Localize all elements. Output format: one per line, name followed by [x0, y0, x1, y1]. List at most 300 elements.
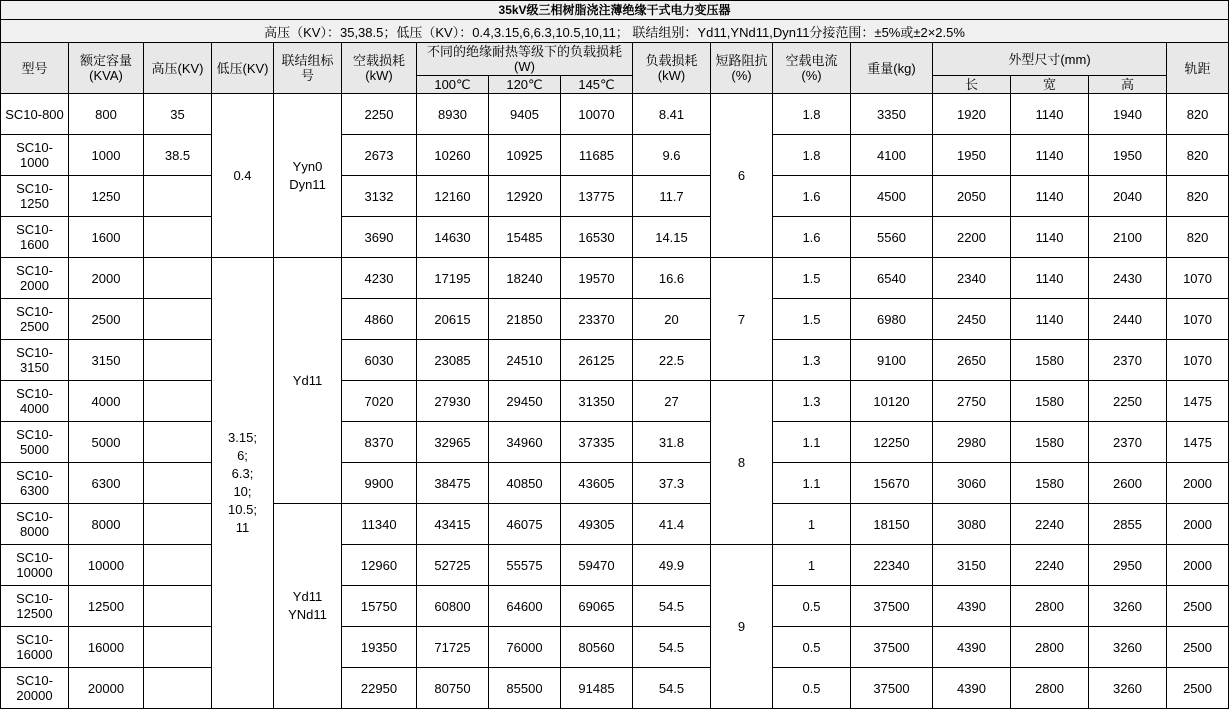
- header-rated-capacity-line1: 额定容量: [79, 53, 132, 68]
- model-line: SC10-: [16, 263, 53, 278]
- cell-load-loss-100c: 80750: [417, 668, 489, 709]
- cell-load-loss-145c: 37335: [561, 422, 633, 463]
- header-no-load-current-line2: (%): [801, 68, 822, 83]
- cell-no-load-current: 1.8: [773, 135, 851, 176]
- cell-hv: [144, 668, 212, 709]
- cell-rated-capacity: 20000: [69, 668, 144, 709]
- cell-dim-height: 2370: [1089, 340, 1167, 381]
- cell-weight: 15670: [851, 463, 933, 504]
- table-row: [1, 463, 1229, 504]
- cell-rated-capacity: 1600: [69, 217, 144, 258]
- cell-model: [1, 504, 69, 545]
- cell-track: 1070: [1167, 299, 1229, 340]
- connection-line: Dyn11: [289, 176, 326, 192]
- cell-rated-capacity: 2500: [69, 299, 144, 340]
- cell-load-loss-100c: 32965: [417, 422, 489, 463]
- header-load-loss-group: [417, 43, 633, 76]
- cell-load-loss-100c: 27930: [417, 381, 489, 422]
- cell-dim-length: 2340: [933, 258, 1011, 299]
- cell-load-loss: 37.3: [633, 463, 711, 504]
- cell-dim-length: 3150: [933, 545, 1011, 586]
- cell-connection: [274, 94, 342, 258]
- lv-line: 0.4: [233, 167, 252, 183]
- table-row: [1, 504, 1229, 545]
- table-row: [1, 627, 1229, 668]
- model-line: SC10-: [16, 140, 53, 155]
- cell-load-loss-100c: 10260: [417, 135, 489, 176]
- header-track: 轨距: [1167, 43, 1229, 94]
- cell-dim-width: 1140: [1011, 94, 1089, 135]
- cell-rated-capacity: 800: [69, 94, 144, 135]
- cell-weight: 37500: [851, 627, 933, 668]
- cell-model: [1, 545, 69, 586]
- model-line: SC10-: [16, 304, 53, 319]
- cell-dim-length: 2650: [933, 340, 1011, 381]
- connection-line: YNd11: [288, 607, 327, 622]
- cell-rated-capacity: 5000: [69, 422, 144, 463]
- cell-dim-width: 2240: [1011, 545, 1089, 586]
- lv-line: 6.3;: [231, 466, 254, 481]
- cell-dim-length: 4390: [933, 586, 1011, 627]
- cell-no-load-loss: 12960: [342, 545, 417, 586]
- cell-model: [1, 135, 69, 176]
- table-row: [1, 94, 1229, 135]
- header-connection: 联结组标号: [274, 43, 342, 94]
- cell-load-loss: 11.7: [633, 176, 711, 217]
- cell-load-loss-100c: 71725: [417, 627, 489, 668]
- cell-model: [1, 381, 69, 422]
- cell-lv: [212, 94, 274, 258]
- cell-no-load-loss: 15750: [342, 586, 417, 627]
- cell-dim-height: 2250: [1089, 381, 1167, 422]
- header-dimensions: 外型尺寸(mm): [933, 43, 1167, 76]
- cell-load-loss-145c: 91485: [561, 668, 633, 709]
- cell-hv: [144, 545, 212, 586]
- doc-title: 35kV级三相树脂浇注薄绝缘干式电力变压器: [1, 1, 1229, 20]
- cell-no-load-loss: 2673: [342, 135, 417, 176]
- cell-hv: [144, 463, 212, 504]
- cell-no-load-loss: 9900: [342, 463, 417, 504]
- cell-load-loss-120c: 76000: [489, 627, 561, 668]
- cell-load-loss-120c: 34960: [489, 422, 561, 463]
- cell-rated-capacity: 16000: [69, 627, 144, 668]
- header-model: 型号: [1, 43, 69, 94]
- cell-load-loss-100c: 8930: [417, 94, 489, 135]
- cell-load-loss: 54.5: [633, 627, 711, 668]
- table-row: [1, 176, 1229, 217]
- cell-track: 1070: [1167, 340, 1229, 381]
- cell-hv: [144, 422, 212, 463]
- cell-load-loss-145c: 31350: [561, 381, 633, 422]
- cell-rated-capacity: 1000: [69, 135, 144, 176]
- cell-rated-capacity: 8000: [69, 504, 144, 545]
- cell-impedance: 7: [711, 258, 773, 381]
- table-row: [1, 668, 1229, 709]
- doc-title-row: [1, 1, 1229, 20]
- cell-no-load-current: 1.1: [773, 463, 851, 504]
- cell-no-load-current: 1.6: [773, 217, 851, 258]
- cell-no-load-loss: 3132: [342, 176, 417, 217]
- cell-track: 1475: [1167, 381, 1229, 422]
- model-line: SC10-: [16, 468, 53, 483]
- cell-track: 1475: [1167, 422, 1229, 463]
- cell-load-loss: 49.9: [633, 545, 711, 586]
- model-line: 4000: [20, 401, 49, 416]
- header-load-loss-line1: 负载损耗: [645, 53, 698, 68]
- cell-dim-length: 3080: [933, 504, 1011, 545]
- header-impedance: [711, 43, 773, 94]
- header-load-loss-group-line1: 不同的绝缘耐热等级下的负载损耗: [426, 44, 622, 59]
- cell-no-load-current: 1.6: [773, 176, 851, 217]
- cell-dim-width: 2240: [1011, 504, 1089, 545]
- header-impedance-line1: 短路阻抗: [715, 53, 768, 68]
- cell-no-load-loss: 4230: [342, 258, 417, 299]
- table-row: [1, 340, 1229, 381]
- cell-load-loss: 9.6: [633, 135, 711, 176]
- cell-rated-capacity: 12500: [69, 586, 144, 627]
- cell-no-load-current: 0.5: [773, 586, 851, 627]
- cell-track: 820: [1167, 135, 1229, 176]
- table-row: [1, 586, 1229, 627]
- cell-weight: 37500: [851, 668, 933, 709]
- cell-track: 820: [1167, 217, 1229, 258]
- cell-load-loss-145c: 19570: [561, 258, 633, 299]
- cell-connection: [274, 258, 342, 504]
- cell-dim-height: 2950: [1089, 545, 1167, 586]
- header-rated-capacity-line2: (KVA): [89, 68, 123, 83]
- cell-impedance: 6: [711, 94, 773, 258]
- cell-dim-width: 2800: [1011, 668, 1089, 709]
- cell-load-loss-120c: 85500: [489, 668, 561, 709]
- cell-no-load-current: 0.5: [773, 668, 851, 709]
- header-dim-width: 宽: [1011, 76, 1089, 94]
- connection-line: Yd11: [292, 372, 323, 388]
- cell-dim-width: 1140: [1011, 258, 1089, 299]
- doc-subtitle: 高压（KV）：35,38.5；低压（KV）：0.4,3.15,6,6.3,10.5,10,11； 联结组别：Yd11,YNd11,Dyn11分接范围：±5%或±2×2.5%: [1, 20, 1229, 43]
- model-line: 3150: [20, 360, 49, 375]
- cell-load-loss-120c: 40850: [489, 463, 561, 504]
- model-line: SC10-: [16, 591, 53, 606]
- cell-weight: 4500: [851, 176, 933, 217]
- cell-impedance: 8: [711, 381, 773, 545]
- cell-load-loss-145c: 16530: [561, 217, 633, 258]
- cell-dim-height: 3260: [1089, 668, 1167, 709]
- cell-load-loss-120c: 12920: [489, 176, 561, 217]
- cell-load-loss-100c: 23085: [417, 340, 489, 381]
- cell-load-loss-120c: 29450: [489, 381, 561, 422]
- cell-load-loss: 8.41: [633, 94, 711, 135]
- cell-dim-height: 2440: [1089, 299, 1167, 340]
- model-line: 10000: [16, 565, 53, 580]
- header-temp-145: 145℃: [561, 76, 633, 94]
- cell-load-loss: 16.6: [633, 258, 711, 299]
- model-line: SC10-: [16, 427, 53, 442]
- cell-dim-height: 1940: [1089, 94, 1167, 135]
- cell-dim-length: 2450: [933, 299, 1011, 340]
- cell-dim-height: 2600: [1089, 463, 1167, 504]
- cell-no-load-current: 1.1: [773, 422, 851, 463]
- cell-load-loss-145c: 23370: [561, 299, 633, 340]
- cell-hv: [144, 381, 212, 422]
- header-no-load-loss-line1: 空载损耗: [352, 53, 405, 68]
- connection-line: Yd11: [292, 589, 323, 604]
- cell-connection: [274, 504, 342, 709]
- cell-track: 820: [1167, 176, 1229, 217]
- model-line: 12500: [16, 606, 53, 621]
- cell-load-loss-100c: 20615: [417, 299, 489, 340]
- cell-dim-width: 1580: [1011, 422, 1089, 463]
- cell-dim-length: 2200: [933, 217, 1011, 258]
- connection-line: Yyn0: [292, 158, 323, 174]
- cell-hv: [144, 258, 212, 299]
- cell-dim-height: 2040: [1089, 176, 1167, 217]
- cell-load-loss: 41.4: [633, 504, 711, 545]
- model-line: 1000: [20, 155, 49, 170]
- cell-load-loss-145c: 26125: [561, 340, 633, 381]
- cell-dim-height: 2100: [1089, 217, 1167, 258]
- cell-load-loss: 31.8: [633, 422, 711, 463]
- cell-load-loss-100c: 43415: [417, 504, 489, 545]
- cell-load-loss-100c: 60800: [417, 586, 489, 627]
- cell-dim-length: 4390: [933, 627, 1011, 668]
- cell-load-loss-120c: 9405: [489, 94, 561, 135]
- cell-load-loss-120c: 55575: [489, 545, 561, 586]
- cell-track: 1070: [1167, 258, 1229, 299]
- cell-weight: 3350: [851, 94, 933, 135]
- lv-line: 6;: [237, 448, 248, 463]
- cell-dim-width: 1580: [1011, 463, 1089, 504]
- header-rated-capacity: [69, 43, 144, 94]
- cell-no-load-current: 1.3: [773, 340, 851, 381]
- cell-weight: 5560: [851, 217, 933, 258]
- cell-no-load-current: 0.5: [773, 627, 851, 668]
- cell-hv: 35: [144, 94, 212, 135]
- cell-track: 2500: [1167, 586, 1229, 627]
- cell-no-load-current: 1.3: [773, 381, 851, 422]
- cell-no-load-loss: 22950: [342, 668, 417, 709]
- cell-dim-width: 1140: [1011, 176, 1089, 217]
- cell-no-load-loss: 19350: [342, 627, 417, 668]
- cell-dim-height: 2855: [1089, 504, 1167, 545]
- cell-model: [1, 668, 69, 709]
- cell-hv: [144, 586, 212, 627]
- cell-no-load-loss: 6030: [342, 340, 417, 381]
- cell-weight: 18150: [851, 504, 933, 545]
- cell-no-load-current: 1.5: [773, 258, 851, 299]
- cell-lv: [212, 258, 274, 709]
- cell-rated-capacity: 4000: [69, 381, 144, 422]
- cell-load-loss: 54.5: [633, 668, 711, 709]
- header-load-loss: [633, 43, 711, 94]
- cell-dim-height: 3260: [1089, 627, 1167, 668]
- cell-dim-length: 2980: [933, 422, 1011, 463]
- model-line: SC10-: [16, 345, 53, 360]
- cell-dim-length: 1920: [933, 94, 1011, 135]
- cell-rated-capacity: 2000: [69, 258, 144, 299]
- cell-dim-height: 3260: [1089, 586, 1167, 627]
- cell-load-loss: 54.5: [633, 586, 711, 627]
- model-line: SC10-: [16, 550, 53, 565]
- table-row: [1, 381, 1229, 422]
- table-row: [1, 258, 1229, 299]
- table-body: [1, 94, 1229, 709]
- cell-load-loss-100c: 14630: [417, 217, 489, 258]
- cell-dim-width: 1140: [1011, 217, 1089, 258]
- header-temp-100: 100℃: [417, 76, 489, 94]
- cell-model: [1, 176, 69, 217]
- cell-model: [1, 299, 69, 340]
- cell-no-load-current: 1: [773, 545, 851, 586]
- cell-hv: [144, 217, 212, 258]
- cell-weight: 12250: [851, 422, 933, 463]
- cell-load-loss-120c: 10925: [489, 135, 561, 176]
- cell-no-load-loss: 11340: [342, 504, 417, 545]
- cell-dim-height: 2430: [1089, 258, 1167, 299]
- cell-load-loss-145c: 49305: [561, 504, 633, 545]
- cell-hv: [144, 340, 212, 381]
- cell-model: [1, 586, 69, 627]
- cell-model: [1, 340, 69, 381]
- model-line: 1600: [20, 237, 49, 252]
- cell-load-loss-145c: 80560: [561, 627, 633, 668]
- cell-model: [1, 94, 69, 135]
- cell-rated-capacity: 10000: [69, 545, 144, 586]
- cell-load-loss-120c: 46075: [489, 504, 561, 545]
- cell-no-load-current: 1.8: [773, 94, 851, 135]
- table-row: [1, 299, 1229, 340]
- cell-impedance: 9: [711, 545, 773, 709]
- header-no-load-current: [773, 43, 851, 94]
- cell-weight: 9100: [851, 340, 933, 381]
- cell-no-load-loss: 4860: [342, 299, 417, 340]
- cell-no-load-current: 1: [773, 504, 851, 545]
- cell-weight: 22340: [851, 545, 933, 586]
- cell-load-loss-120c: 18240: [489, 258, 561, 299]
- cell-load-loss: 14.15: [633, 217, 711, 258]
- cell-no-load-loss: 3690: [342, 217, 417, 258]
- cell-dim-length: 4390: [933, 668, 1011, 709]
- cell-model: [1, 627, 69, 668]
- cell-load-loss-100c: 52725: [417, 545, 489, 586]
- cell-no-load-loss: 8370: [342, 422, 417, 463]
- cell-model: [1, 422, 69, 463]
- model-line: 2000: [20, 278, 49, 293]
- cell-dim-length: 2050: [933, 176, 1011, 217]
- cell-rated-capacity: 6300: [69, 463, 144, 504]
- cell-weight: 6980: [851, 299, 933, 340]
- cell-load-loss-145c: 13775: [561, 176, 633, 217]
- cell-hv: [144, 176, 212, 217]
- lv-line: 10;: [233, 484, 252, 499]
- cell-load-loss-120c: 21850: [489, 299, 561, 340]
- cell-dim-width: 1580: [1011, 340, 1089, 381]
- header-lv: 低压(KV): [212, 43, 274, 94]
- header-load-loss-group-line2: (W): [514, 59, 535, 74]
- cell-weight: 6540: [851, 258, 933, 299]
- cell-track: 2500: [1167, 668, 1229, 709]
- cell-load-loss-145c: 11685: [561, 135, 633, 176]
- model-line: SC10-: [16, 386, 53, 401]
- header-no-load-current-line1: 空载电流: [785, 53, 838, 68]
- cell-model: [1, 258, 69, 299]
- cell-dim-length: 1950: [933, 135, 1011, 176]
- cell-weight: 37500: [851, 586, 933, 627]
- lv-line: 11: [235, 520, 250, 535]
- cell-load-loss-100c: 38475: [417, 463, 489, 504]
- cell-dim-width: 1140: [1011, 299, 1089, 340]
- cell-dim-height: 1950: [1089, 135, 1167, 176]
- cell-track: 2000: [1167, 504, 1229, 545]
- cell-dim-width: 2800: [1011, 586, 1089, 627]
- model-line: 2500: [20, 319, 49, 334]
- lv-line: 3.15;: [228, 430, 257, 445]
- model-line: 8000: [20, 524, 49, 539]
- cell-model: [1, 463, 69, 504]
- header-row-1: [1, 43, 1229, 76]
- cell-hv: [144, 504, 212, 545]
- cell-load-loss: 20: [633, 299, 711, 340]
- cell-load-loss-145c: 59470: [561, 545, 633, 586]
- model-line: 1250: [20, 196, 49, 211]
- header-impedance-line2: (%): [731, 68, 752, 83]
- header-hv: 高压(KV): [144, 43, 212, 94]
- lv-line: 10.5;: [228, 502, 257, 517]
- header-no-load-loss-line2: (kW): [365, 68, 393, 83]
- cell-no-load-loss: 2250: [342, 94, 417, 135]
- cell-track: 820: [1167, 94, 1229, 135]
- table-row: [1, 217, 1229, 258]
- header-dim-length: 长: [933, 76, 1011, 94]
- model-line: 5000: [20, 442, 49, 457]
- cell-track: 2000: [1167, 463, 1229, 504]
- cell-hv: [144, 627, 212, 668]
- header-no-load-loss: [342, 43, 417, 94]
- table-row: [1, 422, 1229, 463]
- cell-load-loss-145c: 10070: [561, 94, 633, 135]
- model-line: SC10-: [16, 509, 53, 524]
- model-line: SC10-: [16, 673, 53, 688]
- header-weight: 重量(kg): [851, 43, 933, 94]
- cell-weight: 10120: [851, 381, 933, 422]
- model-line: SC10-: [16, 222, 53, 237]
- cell-rated-capacity: 1250: [69, 176, 144, 217]
- cell-load-loss-120c: 24510: [489, 340, 561, 381]
- model-line: SC10-800: [5, 106, 64, 122]
- cell-load-loss-120c: 64600: [489, 586, 561, 627]
- table-row: [1, 545, 1229, 586]
- cell-load-loss-120c: 15485: [489, 217, 561, 258]
- header-temp-120: 120℃: [489, 76, 561, 94]
- model-line: 16000: [16, 647, 53, 662]
- cell-dim-width: 1580: [1011, 381, 1089, 422]
- cell-load-loss-100c: 17195: [417, 258, 489, 299]
- model-line: SC10-: [16, 181, 53, 196]
- cell-hv: [144, 299, 212, 340]
- cell-load-loss-145c: 43605: [561, 463, 633, 504]
- cell-dim-length: 3060: [933, 463, 1011, 504]
- cell-model: [1, 217, 69, 258]
- cell-load-loss-100c: 12160: [417, 176, 489, 217]
- cell-no-load-current: 1.5: [773, 299, 851, 340]
- cell-load-loss: 27: [633, 381, 711, 422]
- doc-subtitle-row: [1, 20, 1229, 43]
- cell-hv: 38.5: [144, 135, 212, 176]
- cell-dim-width: 2800: [1011, 627, 1089, 668]
- cell-dim-width: 1140: [1011, 135, 1089, 176]
- cell-load-loss: 22.5: [633, 340, 711, 381]
- model-line: 20000: [16, 688, 53, 703]
- header-dim-height: 高: [1089, 76, 1167, 94]
